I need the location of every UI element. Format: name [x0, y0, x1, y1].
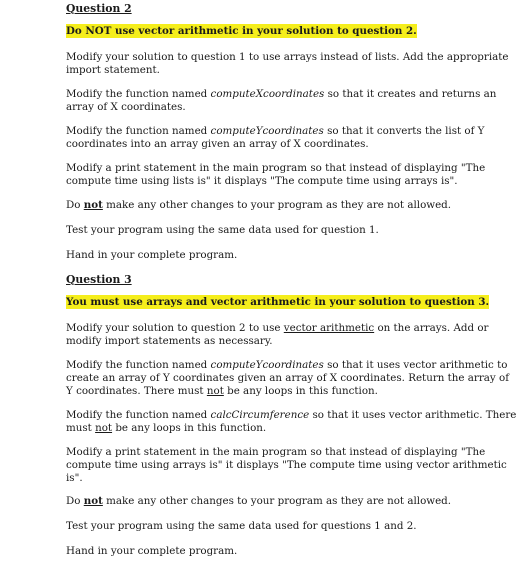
q3-p1-line-2: modify import statements as necessary.: [66, 335, 273, 347]
q3-p1-line-1: Modify your solution to question 2 to use vector arithmetic on the arrays. Add or: [66, 322, 489, 334]
q2-p3-line-2: coordinates into an array given an array of X coordinates.: [66, 138, 369, 150]
emphasis-not: not: [95, 422, 113, 434]
function-name: calcCircumference: [210, 409, 310, 421]
q3-p2-line-1: Modify the function named computeYcoordinates so that it uses vector arithmetic to: [66, 359, 508, 371]
q2-paragraph-4: [66, 162, 486, 188]
q2-p4-line-1: Modify a print statement in the main program so that instead of displaying "The: [66, 162, 486, 174]
function-name: computeXcoordinates: [210, 88, 325, 100]
q3-p4-line-2: compute time using arrays is" it displays "The compute time using vector arithmetic: [66, 459, 507, 471]
q3-paragraph-2: [66, 359, 510, 398]
q2-paragraph-6: Test your program using the same data used for question 1.: [66, 224, 379, 236]
q2-p4-line-2: compute time using lists is" it displays "The compute time using arrays is".: [66, 175, 458, 187]
q2-paragraph-7: Hand in your complete program.: [66, 249, 238, 261]
q2-p3-line-1: Modify the function named computeYcoordinates so that it converts the list of Y: [66, 125, 485, 137]
question-3-highlight-wrapper: [66, 296, 490, 309]
q2-p1-line-1: Modify your solution to question 1 to use arrays instead of lists. Add the appropriate: [66, 51, 509, 63]
question-2-highlight: Do NOT use vector arithmetic in your solution to question 2.: [66, 25, 417, 37]
q3-p4-line-3: is".: [66, 472, 83, 484]
question-3-highlight: You must use arrays and vector arithmetic in your solution to question 3.: [66, 296, 490, 308]
q3-paragraph-4: [66, 446, 507, 485]
question-2-heading: Question 2: [66, 2, 132, 15]
question-3-heading: Question 3: [66, 273, 132, 286]
function-name: computeYcoordinates: [210, 359, 324, 371]
function-name: computeYcoordinates: [210, 125, 324, 137]
q3-p4-line-1: Modify a print statement in the main program so that instead of displaying "The: [66, 446, 486, 458]
q2-p2-line-1: Modify the function named computeXcoordinates so that it creates and returns an: [66, 88, 497, 100]
q3-paragraph-7: Hand in your complete program.: [66, 545, 238, 557]
q2-p1-line-2: import statement.: [66, 64, 160, 76]
q3-p3-line-2: must not be any loops in this function.: [66, 422, 267, 434]
q3-paragraph-6: Test your program using the same data used for questions 1 and 2.: [66, 520, 417, 532]
question-2-highlight-wrapper: [66, 25, 458, 38]
q2-paragraph-1: [66, 51, 509, 77]
q2-paragraph-3: [66, 125, 485, 151]
emphasis-not: not: [83, 199, 103, 211]
emphasis-not: not: [83, 495, 103, 507]
q3-p2-line-3: Y coordinates. There must not be any loops in this function.: [66, 385, 378, 397]
q2-p2-line-2: array of X coordinates.: [66, 101, 186, 113]
q3-p2-line-2: create an array of Y coordinates given an array of X coordinates. Return the array of: [66, 372, 510, 384]
q3-p3-line-1: Modify the function named calcCircumference so that it uses vector arithmetic. There: [66, 409, 516, 421]
emphasis-not: not: [206, 385, 224, 397]
q3-paragraph-1: [66, 322, 489, 348]
q2-paragraph-5: Do not make any other changes to your program as they are not allowed.: [66, 199, 452, 211]
q3-paragraph-5: Do not make any other changes to your program as they are not allowed.: [66, 495, 452, 507]
q3-paragraph-3: [66, 409, 516, 435]
underlined-phrase: vector arithmetic: [283, 322, 375, 334]
q2-paragraph-2: [66, 88, 497, 114]
